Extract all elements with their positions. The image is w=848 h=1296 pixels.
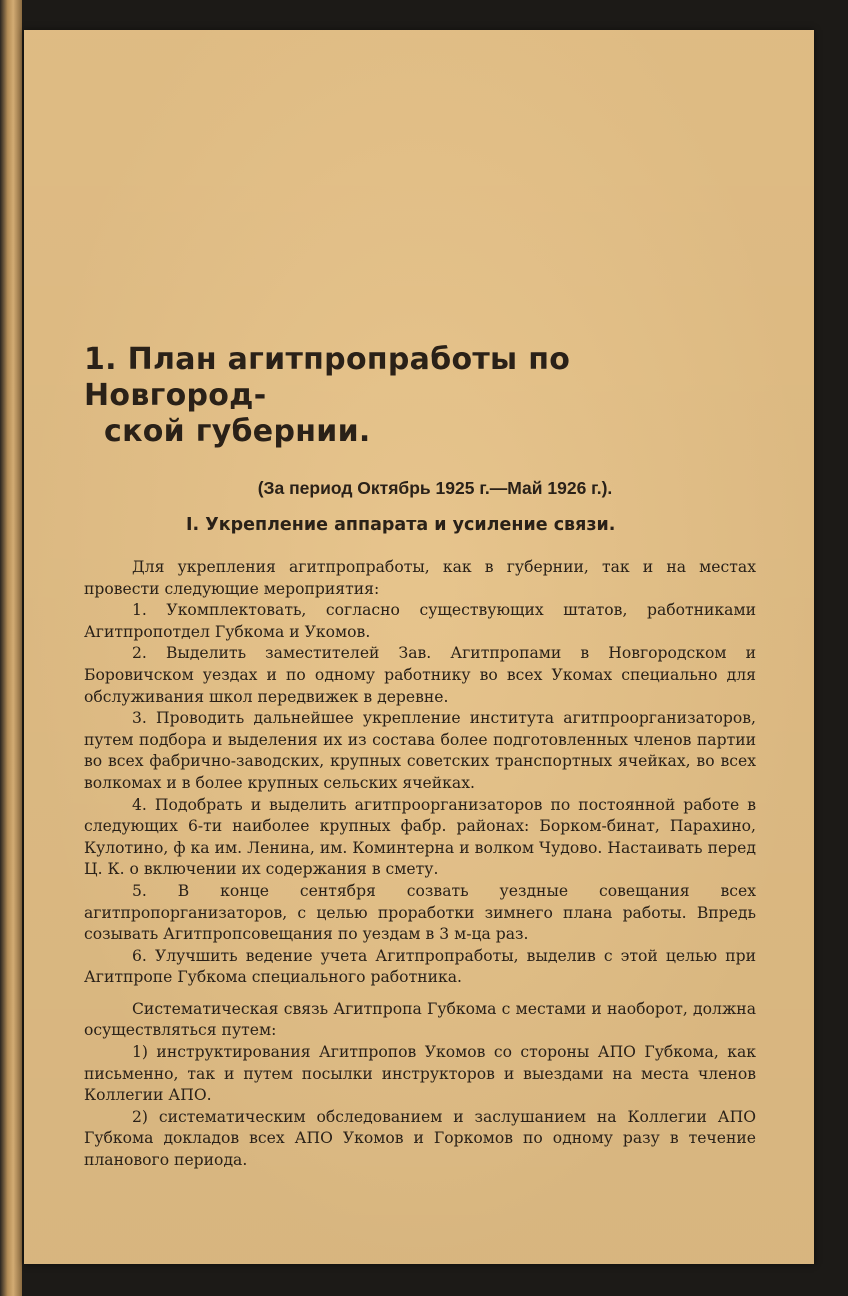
item-paragraph-3: 3. Проводить дальнейшее укрепление института агитпроорганизаторов, путем подбора и выделения их из состава более подготовленных членов партии во всех фабрично-заводских, крупных советских транспортных ячейках, во всех волкомах и в более крупных сельских ячейках.	[84, 709, 756, 792]
section-heading: I. Укрепление аппарата и усиление связи.	[186, 515, 616, 535]
item-paragraph-2: 2. Выделить заместителей Зав. Агитпропами в Новгородском и Боровичском уездах и по одному работнику во всех Укомах специально для обслуживания школ передвижек в деревне.	[84, 644, 756, 706]
body-text	[84, 557, 756, 1172]
item-paragraph-5: 5. В конце сентября созвать уездные совещания всех агитпропорганизаторов, с целью проработки зимнего плана работы. Впредь созывать Агитпропсовещания по уездам в 3 м-ца раз.	[84, 881, 756, 944]
item-paragraph-6: 6. Улучшить ведение учета Агитпропработы, выделив с этой целью при Агитпропе Губкома специального работника.	[84, 946, 756, 987]
item-paragraph-1: 1. Укомплектовать, согласно существующих штатов, работниками Агитпропотдел Губкома и Укомов.	[84, 601, 756, 641]
intro-paragraph: Для укрепления агитпропработы, как в губернии, так и на местах провести следующие мероприятия:	[84, 558, 756, 598]
title-line-2: ской губернии.	[104, 414, 371, 449]
period-subtitle: (За период Октябрь 1925 г.—Май 1926 г.).	[257, 478, 613, 498]
title-line-1: 1. План агитпропработы по Новгород-	[84, 342, 571, 413]
page-text	[84, 342, 756, 1172]
liaison-paragraph: Систематическая связь Агитпропа Губкома с местами и наоборот, должна осуществляться путем:	[84, 999, 756, 1040]
book-spine	[0, 0, 22, 1296]
item-paragraph-4: 4. Подобрать и выделить агитпроорганизаторов по постоянной работе в следующих 6-ти наиболее крупных фабр. районах: Борком-бинат, Парахино, Кулотино, ф ка им. Ленина, им. Коминтерна и волком Чудово. Настаивать перед Ц. К. о включении их содержания в смету.	[84, 795, 756, 879]
liaison-item-1: 1) инструктирования Агитпропов Укомов со стороны АПО Губкома, как письменно, так и путем посылки инструкторов и выездами на места членов Коллегии АПО.	[84, 1043, 756, 1105]
liaison-item-2: 2) систематическим обследованием и заслушанием на Коллегии АПО Губкома докладов всех АПО Укомов и Горкомов по одному разу в течение планового периода.	[84, 1107, 756, 1170]
document-page	[24, 30, 814, 1264]
document-title	[84, 342, 756, 450]
